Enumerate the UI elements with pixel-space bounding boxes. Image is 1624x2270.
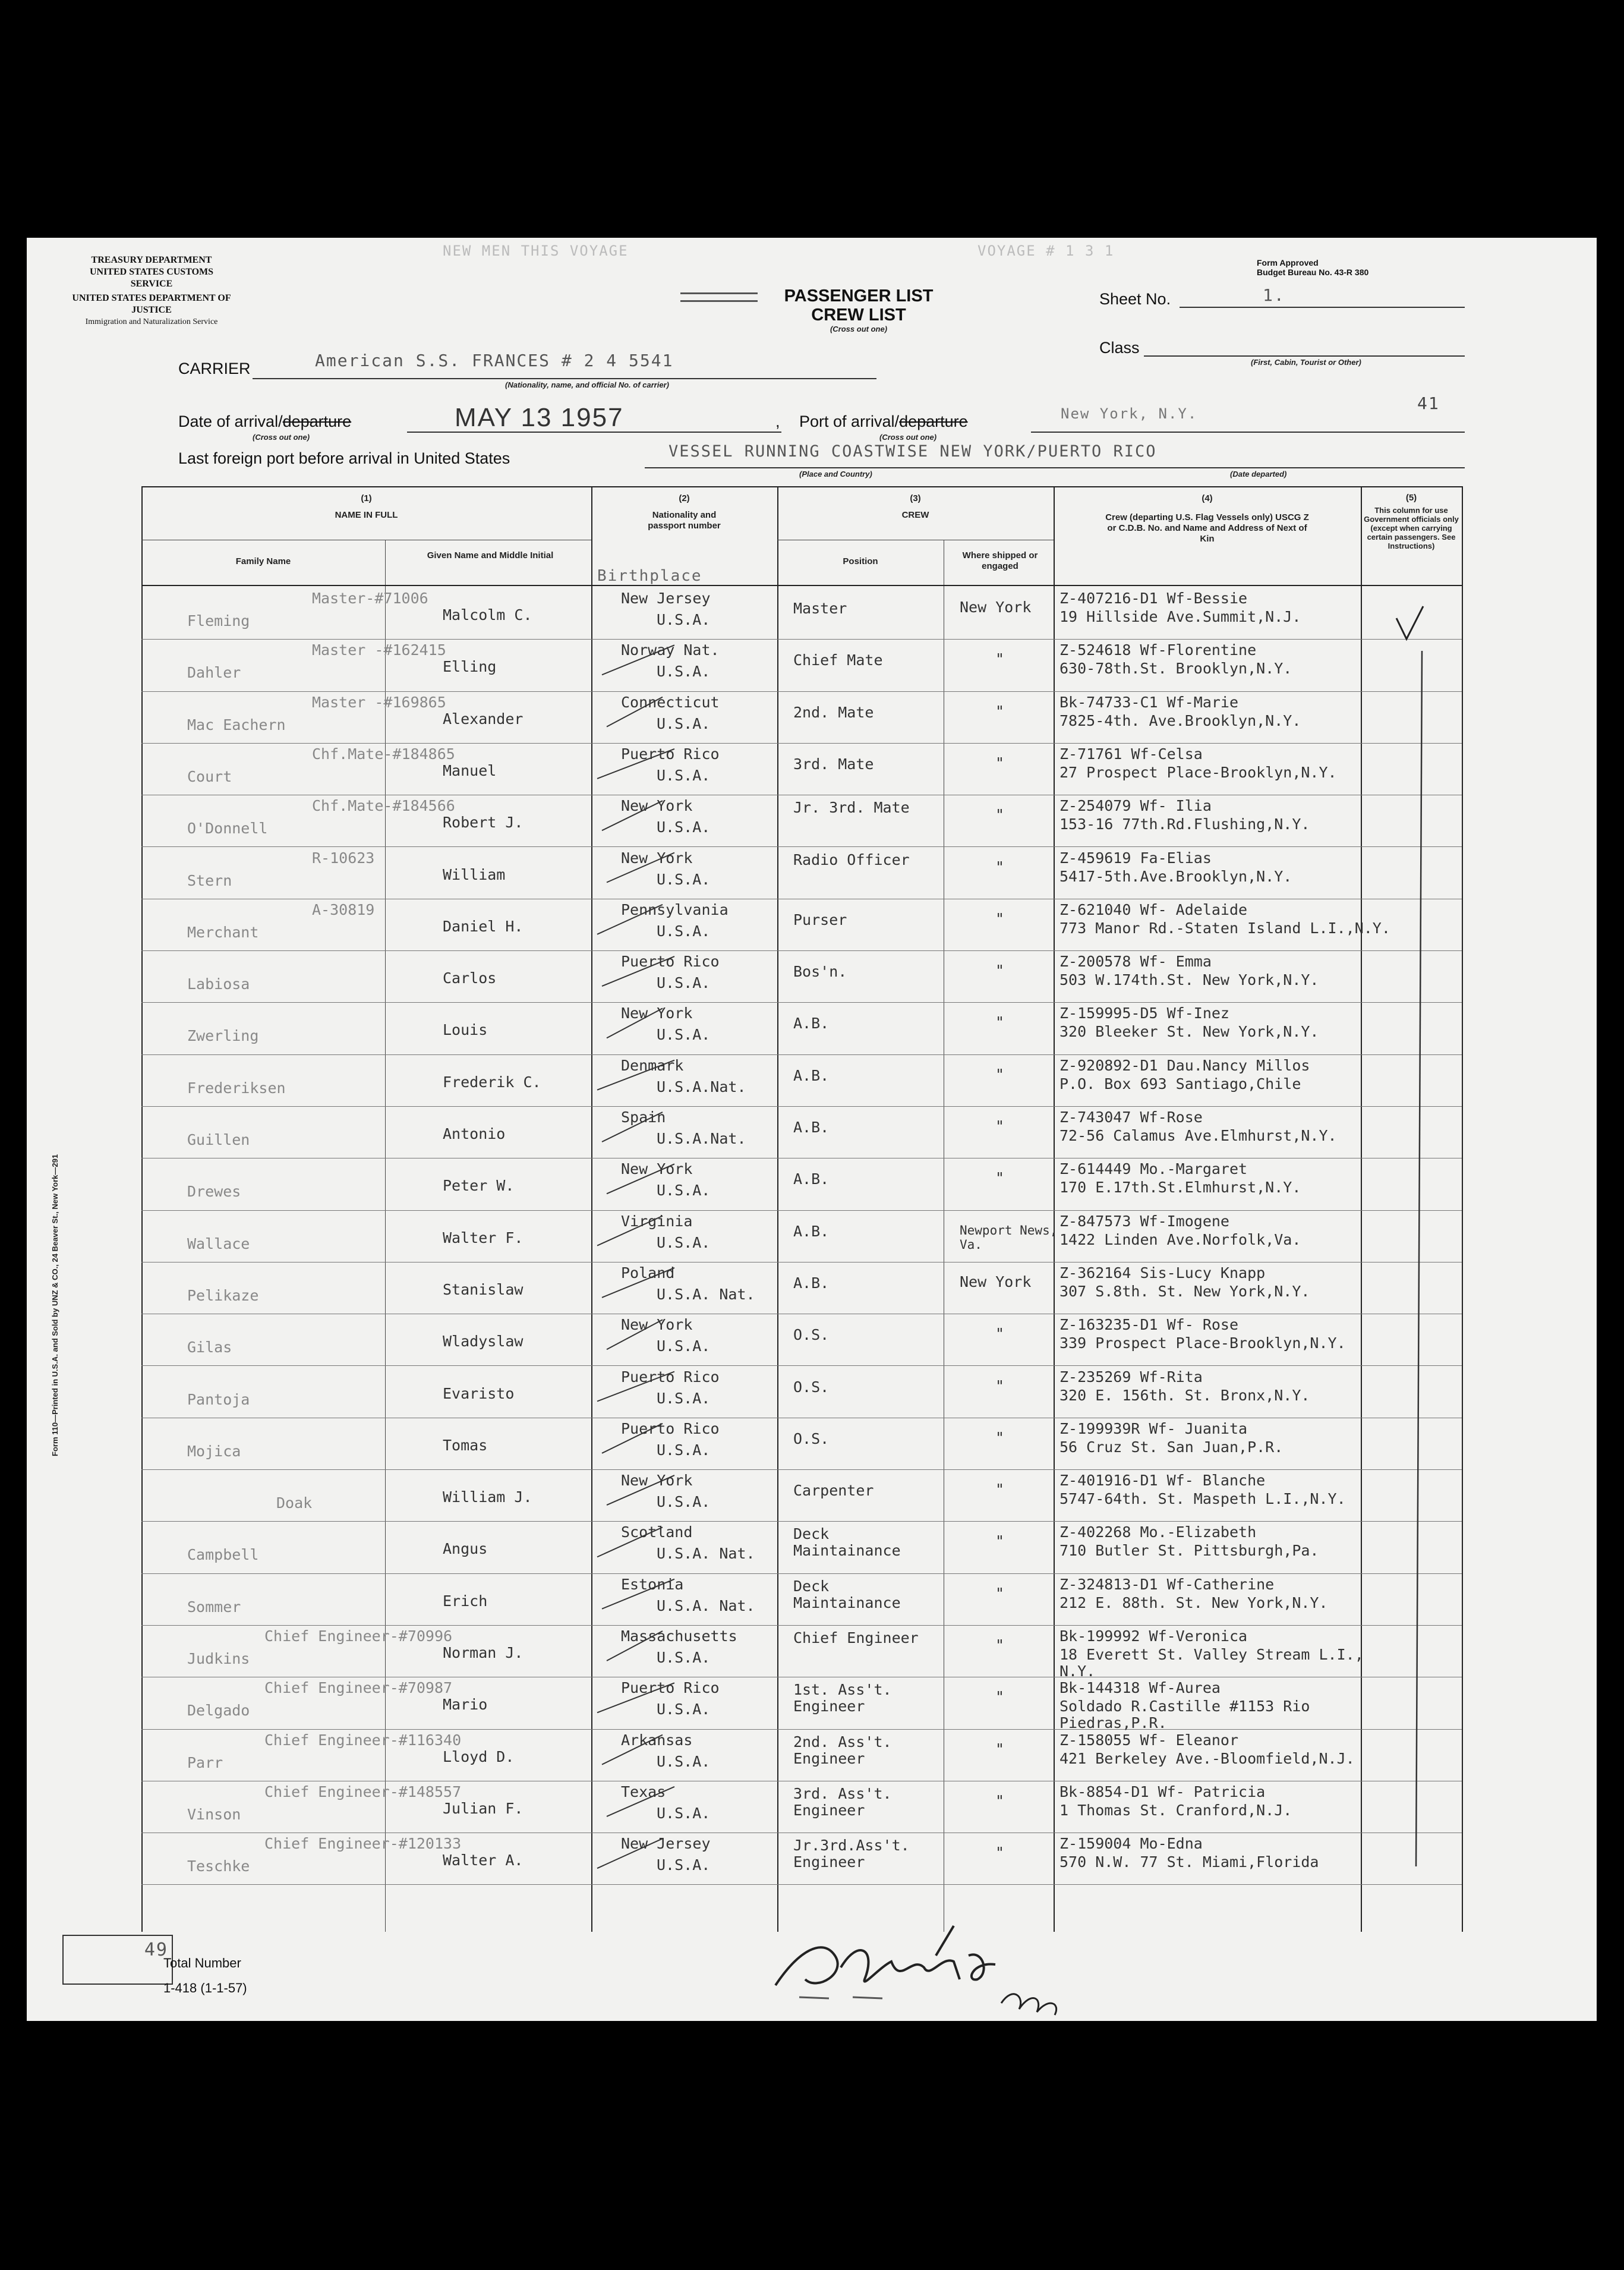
- birthplace: Spain: [621, 1109, 666, 1126]
- position: A.B.: [793, 1015, 830, 1032]
- next-of-kin-line2: 307 S.8th. St. New York,N.Y.: [1059, 1282, 1310, 1300]
- next-of-kin-line1: Z-159004 Mo-Edna: [1059, 1835, 1203, 1853]
- position: Carpenter: [793, 1482, 874, 1500]
- family-name: Doak: [276, 1494, 313, 1512]
- port-label-struck: departure: [899, 413, 968, 430]
- family-name: Pantoja: [187, 1390, 250, 1408]
- col5-number: (5): [1405, 493, 1417, 503]
- nationality: U.S.A.Nat.: [657, 1078, 746, 1095]
- agency-line: Immigration and Naturalization Service: [85, 317, 218, 326]
- position: Chief Mate: [793, 651, 883, 669]
- tally-stroke: [607, 1475, 674, 1505]
- side-printer-text: Form 110—Printed in U.S.A. and Sold by UNZ & CO., 24 Beaver St., New York—291: [51, 1154, 59, 1456]
- birthplace-typed: Birthplace: [597, 567, 702, 585]
- where-shipped: New York: [960, 1273, 1032, 1290]
- tally-stroke: [597, 1372, 674, 1402]
- family-name: Campbell: [187, 1546, 259, 1564]
- where-shipped: ": [995, 1636, 1005, 1654]
- where-shipped: ": [995, 1013, 1005, 1031]
- position-header: Position: [843, 556, 878, 566]
- position: Radio Officer: [793, 851, 910, 868]
- position: Deck Maintainance: [793, 1577, 901, 1611]
- rank-number: Chf.Mate-#184566: [312, 797, 455, 815]
- tally-stroke: [602, 1424, 663, 1453]
- next-of-kin-line1: Z-71761 Wf-Celsa: [1059, 745, 1203, 763]
- carrier-value: American S.S. FRANCES # 2 4 5541: [315, 351, 674, 370]
- form-code: 1-418 (1-1-57): [163, 1981, 247, 1995]
- family-name: Delgado: [187, 1702, 250, 1720]
- given-name: Walter A.: [443, 1852, 524, 1869]
- birthplace: New York: [621, 1160, 693, 1178]
- where-shipped: New York: [960, 599, 1032, 616]
- nationality: U.S.A.: [657, 1493, 711, 1511]
- family-name: Wallace: [187, 1235, 250, 1252]
- nationality: U.S.A.: [657, 714, 711, 732]
- given-name: Elling: [443, 658, 497, 676]
- given-name: Erich: [443, 1592, 488, 1610]
- tally-stroke: [607, 1320, 663, 1349]
- next-of-kin-line1: Z-621040 Wf- Adelaide: [1059, 901, 1248, 918]
- family-name: Fleming: [187, 612, 250, 629]
- tally-stroke: [607, 1631, 663, 1661]
- nationality: U.S.A. Nat.: [657, 1597, 755, 1614]
- agency-line: UNITED STATES CUSTOMS SERVICE: [89, 267, 214, 289]
- birthplace: Puerto Rico: [621, 1419, 720, 1437]
- tally-stroke: [602, 801, 663, 830]
- title-crew-list: CREW LIST: [811, 306, 906, 325]
- page-number: 41: [1417, 393, 1440, 413]
- given-name: Manuel: [443, 761, 497, 779]
- col1-title: NAME IN FULL: [335, 510, 398, 520]
- where-shipped: ": [995, 858, 1005, 876]
- date-label-struck: departure: [282, 413, 352, 430]
- birthplace: Arkansas: [621, 1731, 693, 1749]
- family-name: Pelikaze: [187, 1286, 259, 1304]
- birthplace: New York: [621, 849, 693, 867]
- col4-number: (4): [1202, 493, 1213, 503]
- position: Chief Engineer: [793, 1629, 919, 1646]
- where-shipped: ": [995, 1377, 1005, 1394]
- next-of-kin-line2: 170 E.17th.St.Elmhurst,N.Y.: [1059, 1179, 1301, 1197]
- next-of-kin-line1: Z-847573 Wf-Imogene: [1059, 1212, 1229, 1230]
- given-name: Angus: [443, 1540, 488, 1558]
- birthplace: Connecticut: [621, 693, 720, 711]
- given-name: Wladyslaw: [443, 1333, 524, 1350]
- tally-stroke: [597, 1216, 663, 1246]
- given-name: Mario: [443, 1696, 488, 1714]
- agency-line: UNITED STATES DEPARTMENT OF JUSTICE: [72, 293, 231, 315]
- nationality: U.S.A.: [657, 1233, 711, 1251]
- col3-number: (3): [910, 493, 921, 503]
- birthplace: Estonia: [621, 1575, 684, 1593]
- port-value: New York, N.Y.: [1061, 405, 1198, 422]
- sheet-value: 1.: [1263, 285, 1285, 305]
- tally-stroke: [597, 1060, 674, 1090]
- nationality: U.S.A.: [657, 1649, 711, 1666]
- next-of-kin-line2: 7825-4th. Ave.Brooklyn,N.Y.: [1059, 711, 1301, 729]
- birthplace: New Jersey: [621, 1835, 711, 1853]
- given-name: Evaristo: [443, 1384, 515, 1402]
- where-shipped: ": [995, 1584, 1005, 1602]
- tally-stroke: [602, 1735, 663, 1765]
- where-shipped: ": [995, 1065, 1005, 1083]
- next-of-kin-line1: Z-920892-D1 Dau.Nancy Millos: [1059, 1056, 1310, 1074]
- nationality: U.S.A.: [657, 663, 711, 681]
- birthplace: Poland: [621, 1264, 675, 1282]
- birthplace: New York: [621, 1005, 693, 1022]
- total-number-label: Total Number: [163, 1956, 241, 1970]
- where-shipped: ": [995, 754, 1005, 772]
- next-of-kin-line1: Bk-199992 Wf-Veronica: [1059, 1627, 1248, 1645]
- where-shipped: ": [995, 1740, 1005, 1758]
- position: A.B.: [793, 1119, 830, 1136]
- next-of-kin-line2: P.O. Box 693 Santiago,Chile: [1059, 1075, 1301, 1093]
- family-name: Parr: [187, 1753, 223, 1771]
- signature: [764, 1914, 1073, 2021]
- rank-number: Chief Engineer-#148557: [264, 1783, 462, 1800]
- nationality: U.S.A.: [657, 766, 711, 784]
- last-port-label: Last foreign port before arrival in United States: [178, 449, 510, 467]
- class-note: (First, Cabin, Tourist or Other): [1251, 358, 1361, 367]
- nationality: U.S.A.: [657, 611, 711, 628]
- next-of-kin-line1: Z-362164 Sis-Lucy Knapp: [1059, 1264, 1266, 1282]
- birthplace: Puerto Rico: [621, 953, 720, 971]
- date-note: (Cross out one): [253, 433, 310, 442]
- given-name: Peter W.: [443, 1177, 515, 1195]
- nationality: U.S.A.: [657, 1337, 711, 1355]
- faint-new-men: NEW MEN THIS VOYAGE: [443, 243, 629, 259]
- rank-number: Master -#162415: [312, 641, 446, 659]
- next-of-kin-line1: Z-235269 Wf-Rita: [1059, 1368, 1203, 1386]
- position: A.B.: [793, 1066, 830, 1084]
- nationality: U.S.A.: [657, 1026, 711, 1044]
- position: O.S.: [793, 1430, 830, 1447]
- next-of-kin-line2: 18 Everett St. Valley Stream L.I., N.Y.: [1059, 1646, 1364, 1680]
- class-label: Class: [1099, 339, 1140, 357]
- next-of-kin-line1: Z-158055 Wf- Eleanor: [1059, 1731, 1239, 1749]
- given-name: Tomas: [443, 1436, 488, 1454]
- family-name: Teschke: [187, 1857, 250, 1875]
- next-of-kin-line2: 339 Prospect Place-Brooklyn,N.Y.: [1059, 1334, 1346, 1352]
- where-shipped: ": [995, 1325, 1005, 1343]
- rank-number: Chf.Mate-#184865: [312, 745, 455, 763]
- family-name: Mac Eachern: [187, 716, 286, 733]
- next-of-kin-line2: 320 Bleeker St. New York,N.Y.: [1059, 1023, 1319, 1041]
- rank-number: Master -#169865: [312, 693, 446, 711]
- next-of-kin-line2: 72-56 Calamus Ave.Elmhurst,N.Y.: [1059, 1127, 1337, 1144]
- given-name: William J.: [443, 1488, 532, 1506]
- tally-stroke: [602, 1579, 674, 1609]
- check-mark-icon: [1364, 594, 1459, 1902]
- position: 1st. Ass't. Engineer: [793, 1681, 892, 1715]
- next-of-kin-line2: 630-78th.St. Brooklyn,N.Y.: [1059, 660, 1292, 678]
- next-of-kin-line2: 153-16 77th.Rd.Flushing,N.Y.: [1059, 816, 1310, 833]
- position: Purser: [793, 911, 847, 928]
- last-port-note: (Place and Country): [799, 470, 872, 478]
- position: A.B.: [793, 1170, 830, 1188]
- nationality: U.S.A.: [657, 974, 711, 992]
- given-name: Antonio: [443, 1125, 506, 1142]
- family-name: O'Donnell: [187, 820, 268, 838]
- birthplace: Puerto Rico: [621, 1368, 720, 1386]
- title-note: (Cross out one): [830, 325, 888, 333]
- position: 2nd. Mate: [793, 703, 874, 721]
- birthplace: Norway Nat.: [621, 641, 720, 659]
- rank-number: A-30819: [312, 901, 375, 918]
- given-name-header: Given Name and Middle Initial: [427, 550, 554, 561]
- given-name: Carlos: [443, 969, 497, 987]
- given-name: Norman J.: [443, 1644, 524, 1661]
- given-name: Malcolm C.: [443, 606, 532, 624]
- next-of-kin-line1: Z-159995-D5 Wf-Inez: [1059, 1005, 1229, 1022]
- rank-number: Chief Engineer-#70987: [264, 1679, 453, 1697]
- position: Bos'n.: [793, 963, 847, 981]
- agency-line: TREASURY DEPARTMENT: [91, 255, 212, 265]
- nationality: U.S.A. Nat.: [657, 1545, 755, 1563]
- given-name: Louis: [443, 1021, 488, 1039]
- next-of-kin-line1: Z-407216-D1 Wf-Bessie: [1059, 590, 1248, 607]
- birthplace: New York: [621, 1472, 693, 1490]
- given-name: Daniel H.: [443, 917, 524, 935]
- next-of-kin-line1: Bk-74733-C1 Wf-Marie: [1059, 693, 1239, 711]
- tally-stroke: [602, 1112, 663, 1142]
- birthplace: Puerto Rico: [621, 1679, 720, 1697]
- nationality: U.S.A.: [657, 922, 711, 940]
- position: Jr.3rd.Ass't. Engineer: [793, 1837, 910, 1871]
- col3-title: CREW: [901, 510, 929, 520]
- family-name: Stern: [187, 871, 232, 889]
- col4-title: Crew (departing U.S. Flag Vessels only) USCG Z or C.D.B. No. and Name and Address of Next of Kin: [1105, 512, 1309, 544]
- where-shipped: ": [995, 1688, 1005, 1706]
- next-of-kin-line1: Z-402268 Mo.-Elizabeth: [1059, 1523, 1257, 1541]
- tally-stroke: [597, 1838, 663, 1868]
- family-name: Drewes: [187, 1183, 241, 1201]
- position: O.S.: [793, 1378, 830, 1396]
- nationality: U.S.A.: [657, 870, 711, 888]
- where-shipped: ": [995, 1481, 1005, 1498]
- position: 2nd. Ass't. Engineer: [793, 1733, 892, 1767]
- date-label-text: Date of arrival/: [178, 413, 283, 430]
- carrier-label: CARRIER: [178, 360, 251, 377]
- position: 3rd. Ass't. Engineer: [793, 1784, 892, 1819]
- next-of-kin-line2: 1 Thomas St. Cranford,N.J.: [1059, 1801, 1292, 1819]
- tally-stroke: [602, 1268, 674, 1298]
- family-name: Dahler: [187, 664, 241, 682]
- tally-strokes: [27, 238, 1597, 2021]
- next-of-kin-line1: Z-524618 Wf-Florentine: [1059, 641, 1257, 659]
- form-approved: Form Approved: [1257, 258, 1319, 267]
- position: Deck Maintainance: [793, 1525, 901, 1560]
- nationality: U.S.A.: [657, 1752, 711, 1770]
- total-number-value: 49: [144, 1940, 168, 1960]
- tally-stroke: [602, 645, 674, 675]
- next-of-kin-line2: 773 Manor Rd.-Staten Island L.I.,N.Y.: [1059, 919, 1390, 937]
- next-of-kin-line2: 27 Prospect Place-Brooklyn,N.Y.: [1059, 763, 1337, 781]
- next-of-kin-line2: Soldado R.Castille #1153 Rio Piedras,P.R.: [1059, 1698, 1310, 1732]
- birthplace: Scotland: [621, 1523, 693, 1541]
- family-name: Frederiksen: [187, 1079, 286, 1097]
- tally-stroke: [607, 697, 663, 727]
- nationality: U.S.A.: [657, 1389, 711, 1407]
- family-name: Labiosa: [187, 975, 250, 993]
- where-shipped: ": [995, 909, 1005, 927]
- total-number-box: [62, 1935, 173, 1985]
- crew-rows: [27, 238, 1597, 2021]
- birthplace: Massachusetts: [621, 1627, 737, 1645]
- date-stamp: MAY 13 1957: [455, 403, 624, 432]
- position: 3rd. Mate: [793, 755, 874, 773]
- family-name: Gilas: [187, 1339, 232, 1356]
- birthplace: New Jersey: [621, 590, 711, 607]
- date-comma: ,: [775, 413, 780, 430]
- given-name: Walter F.: [443, 1229, 524, 1246]
- position: A.B.: [793, 1222, 830, 1240]
- col2-title: Nationality and passport number: [648, 510, 721, 531]
- tally-stroke: [597, 905, 663, 934]
- where-shipped: ": [995, 1117, 1005, 1135]
- next-of-kin-line2: 570 N.W. 77 St. Miami,Florida: [1059, 1853, 1319, 1871]
- next-of-kin-line1: Z-459619 Fa-Elias: [1059, 849, 1212, 867]
- where-shipped: ": [995, 1169, 1005, 1187]
- where-shipped: ": [995, 806, 1005, 824]
- next-of-kin-line2: 5747-64th. St. Maspeth L.I.,N.Y.: [1059, 1490, 1346, 1508]
- where-shipped: ": [995, 1532, 1005, 1550]
- next-of-kin-line2: 1422 Linden Ave.Norfolk,Va.: [1059, 1230, 1301, 1248]
- birthplace: Denmark: [621, 1056, 684, 1074]
- birthplace: New York: [621, 797, 693, 815]
- where-shipped: ": [995, 1844, 1005, 1862]
- last-port-value: VESSEL RUNNING COASTWISE NEW YORK/PUERTO RICO: [668, 442, 1157, 461]
- where-shipped: Newport News, Va.: [960, 1223, 1058, 1252]
- port-note: (Cross out one): [879, 433, 937, 442]
- next-of-kin-line2: 710 Butler St. Pittsburgh,Pa.: [1059, 1542, 1319, 1560]
- next-of-kin-line1: Z-163235-D1 Wf- Rose: [1059, 1316, 1239, 1334]
- given-name: Julian F.: [443, 1799, 524, 1817]
- position: O.S.: [793, 1326, 830, 1344]
- tally-stroke: [597, 749, 674, 779]
- next-of-kin-line2: 5417-5th.Ave.Brooklyn,N.Y.: [1059, 867, 1292, 885]
- next-of-kin-line1: Z-743047 Wf-Rose: [1059, 1109, 1203, 1126]
- next-of-kin-line1: Bk-8854-D1 Wf- Patricia: [1059, 1783, 1266, 1800]
- tally-stroke: [607, 1008, 663, 1038]
- next-of-kin-line2: 320 E. 156th. St. Bronx,N.Y.: [1059, 1386, 1310, 1404]
- birthplace: Puerto Rico: [621, 745, 720, 763]
- given-name: Alexander: [443, 710, 524, 728]
- carrier-note: (Nationality, name, and official No. of carrier): [505, 380, 669, 389]
- family-name: Court: [187, 767, 232, 785]
- where-shipped: ": [995, 650, 1005, 668]
- family-name: Judkins: [187, 1650, 250, 1667]
- family-name: Mojica: [187, 1442, 241, 1460]
- birthplace: Texas: [621, 1783, 666, 1800]
- col5-title: This column for use Government officials only (except when carrying certain passengers. See Instructions): [1364, 506, 1459, 550]
- next-of-kin-line1: Z-200578 Wf- Emma: [1059, 953, 1212, 971]
- family-name: Merchant: [187, 923, 259, 941]
- nationality: U.S.A.: [657, 1856, 711, 1874]
- tally-stroke: [607, 853, 674, 883]
- next-of-kin-line1: Z-614449 Mo.-Margaret: [1059, 1160, 1248, 1178]
- nationality: U.S.A.: [657, 1701, 711, 1718]
- next-of-kin-line2: 19 Hillside Ave.Summit,N.J.: [1059, 608, 1301, 625]
- position: Jr. 3rd. Mate: [793, 799, 910, 817]
- tally-stroke: [602, 956, 674, 986]
- family-name: Zwerling: [187, 1027, 259, 1045]
- where-shipped: ": [995, 1428, 1005, 1446]
- col2-number: (2): [679, 493, 690, 503]
- family-name-header: Family Name: [235, 556, 291, 566]
- rank-number: Chief Engineer-#116340: [264, 1731, 462, 1749]
- port-label-text: Port of arrival/: [799, 413, 900, 430]
- position: A.B.: [793, 1274, 830, 1292]
- faint-voyage: VOYAGE # 1 3 1: [977, 243, 1115, 259]
- where-shipped: ": [995, 1792, 1005, 1809]
- where-shipped: ": [995, 702, 1005, 720]
- next-of-kin-line2: 56 Cruz St. San Juan,P.R.: [1059, 1438, 1284, 1456]
- given-name: William: [443, 865, 506, 883]
- nationality: U.S.A.: [657, 1182, 711, 1199]
- family-name: Sommer: [187, 1598, 241, 1616]
- budget-bureau: Budget Bureau No. 43-R 380: [1257, 267, 1369, 277]
- given-name: Stanislaw: [443, 1280, 524, 1298]
- tally-stroke: [597, 1683, 674, 1712]
- next-of-kin-line2: 212 E. 88th. St. New York,N.Y.: [1059, 1594, 1328, 1611]
- rank-number: Master-#71006: [312, 590, 428, 607]
- nationality: U.S.A. Nat.: [657, 1285, 755, 1303]
- rank-number: Chief Engineer-#70996: [264, 1627, 453, 1645]
- nationality: U.S.A.: [657, 818, 711, 836]
- sheet-label: Sheet No.: [1099, 290, 1171, 308]
- family-name: Guillen: [187, 1131, 250, 1148]
- next-of-kin-line1: Z-324813-D1 Wf-Catherine: [1059, 1575, 1275, 1593]
- given-name: Frederik C.: [443, 1073, 541, 1091]
- birthplace: New York: [621, 1316, 693, 1334]
- position: Master: [793, 600, 847, 617]
- col1-number: (1): [361, 493, 372, 503]
- birthplace: Pennsylvania: [621, 901, 729, 918]
- title-passenger-list: PASSENGER LIST: [784, 286, 934, 306]
- next-of-kin-line1: Z-199939R Wf- Juanita: [1059, 1419, 1248, 1437]
- next-of-kin-line2: 503 W.174th.St. New York,N.Y.: [1059, 971, 1319, 989]
- nationality: U.S.A.Nat.: [657, 1130, 746, 1147]
- next-of-kin-line1: Z-254079 Wf- Ilia: [1059, 797, 1212, 815]
- rank-number: R-10623: [312, 849, 375, 867]
- rank-number: Chief Engineer-#120133: [264, 1835, 462, 1853]
- given-name: Lloyd D.: [443, 1748, 515, 1765]
- tally-stroke: [597, 1527, 663, 1557]
- tally-stroke: [607, 1787, 674, 1816]
- given-name: Robert J.: [443, 814, 524, 832]
- next-of-kin-line1: Z-401916-D1 Wf- Blanche: [1059, 1472, 1266, 1490]
- where-shipped-header: Where shipped or engaged: [962, 550, 1038, 571]
- nationality: U.S.A.: [657, 1804, 711, 1822]
- family-name: Vinson: [187, 1805, 241, 1823]
- tally-stroke: [607, 1164, 674, 1194]
- crew-list-sheet: [27, 238, 1597, 2021]
- date-departed-note: (Date departed): [1230, 470, 1287, 478]
- nationality: U.S.A.: [657, 1441, 711, 1459]
- birthplace: Virginia: [621, 1212, 693, 1230]
- next-of-kin-line1: Bk-144318 Wf-Aurea: [1059, 1679, 1221, 1697]
- where-shipped: ": [995, 962, 1005, 980]
- next-of-kin-line2: 421 Berkeley Ave.-Bloomfield,N.J.: [1059, 1749, 1355, 1767]
